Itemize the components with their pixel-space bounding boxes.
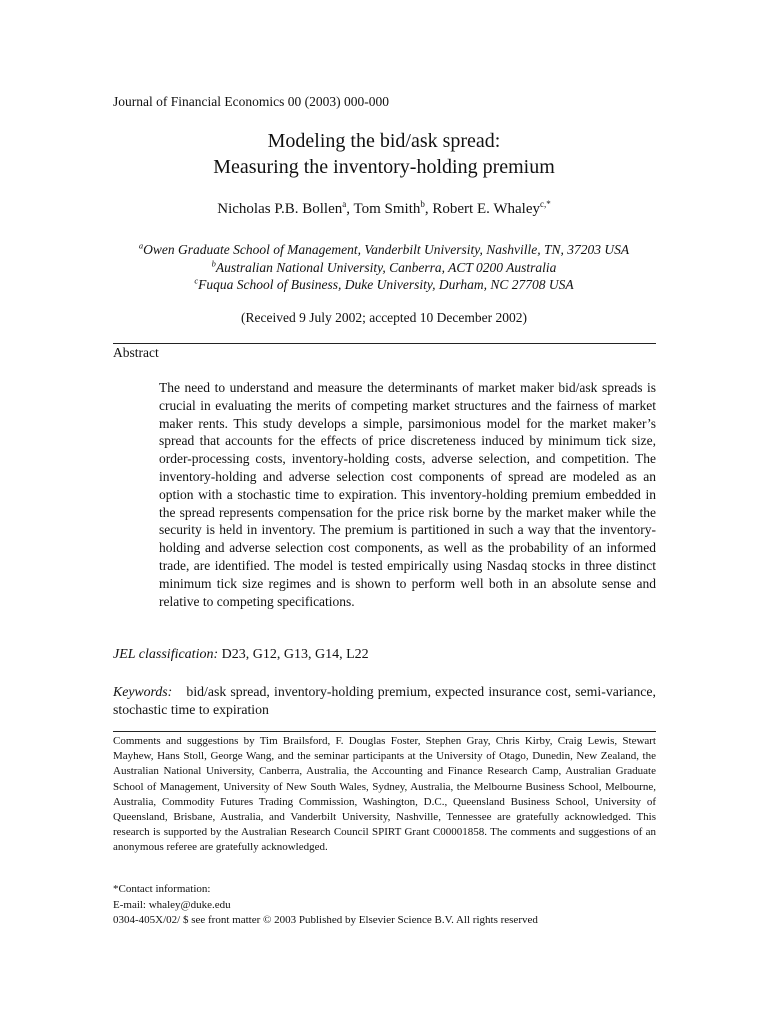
divider [113, 731, 656, 732]
abstract-body: The need to understand and measure the determinants of market maker bid/ask spreads is crucial in evaluating the merits of competing market structures and the fairness of market maker rents. This study develops a simple, parsimonious model for the market maker’s spread that accounts for the effects of price discreteness induced by minimum tick size, order-processing costs, inventory-holding costs, adverse selection, and competition. The inventory-holding and adverse selection cost components of spread are modeled as an option with a stochastic time to expiration. This inventory-holding premium embedded in the spread represents compensation for the price risk borne by the market maker while the security is held in inventory. The premium is partitioned in such a way that the inventory-holding and adverse selection cost components, as well as the probability of an informed trade, are identified. The model is tested empirically using Nasdaq stocks in three distinct minimum tick size regimes and is shown to perform well both in an absolute sense and relative to competing specifications. [159, 380, 656, 609]
affiliation [0, 260, 768, 276]
affiliation-mark: c [194, 275, 199, 286]
affiliation-mark: a [138, 240, 144, 251]
journal-line: Journal of Financial Economics 00 (2003) 000-000 [113, 94, 389, 109]
keywords-text: bid/ask spread, inventory-holding premium, expected insurance cost, semi-variance, stochastic time to expiration [113, 684, 656, 717]
affiliation-text: Owen Graduate School of Management, Vanderbilt University, Nashville, TN, 37203 USA [143, 242, 630, 257]
affiliation [0, 242, 768, 258]
contact-label: *Contact information: [113, 883, 211, 895]
jel-codes: D23, G12, G13, G14, L22 [221, 647, 369, 662]
jel-label: JEL classification: [113, 647, 219, 662]
jel-classification [113, 647, 369, 663]
author-name: Tom Smith [353, 201, 421, 217]
author-affiliation-mark: c,* [540, 199, 551, 209]
affiliation [0, 277, 768, 293]
paper-title-line-2: Measuring the inventory-holding premium [213, 156, 555, 178]
author-name: Nicholas P.B. Bollen [217, 201, 343, 217]
contact-footnote [113, 882, 538, 929]
affiliation-mark: b [211, 258, 216, 269]
abstract-heading: Abstract [113, 345, 159, 360]
paper-title-line-1: Modeling the bid/ask spread: [267, 130, 501, 152]
copyright-line: 0304-405X/02/ $ see front matter © 2003 Published by Elsevier Science B.V. All rights reserved [113, 914, 538, 927]
divider [113, 343, 656, 344]
acknowledgments-footnote: Comments and suggestions by Tim Brailsford, F. Douglas Foster, Stephen Gray, Chris Kirby, Craig Lewis, Stewart Mayhew, Hans Stoll, George Wang, and the seminar participants at the University of Otago, Dunedin, New Zealand, the Australian National University, Canberra, Australia, the Accounting and Finance Research Camp, Australian Graduate School of Management, University of New South Wales, Sydney, Australia, the Melbourne Business School, Melbourne, Australia, Commodity Futures Trading Commission, Washington, D.C., Queensland Business School, University of Queensland, Brisbane, Australia, and Vanderbilt University, Nashville, Tennessee are gratefully acknowledged. This research is supported by the Australian Research Council SPIRT Grant C00001858. The comments and suggestions of an anonymous referee are gratefully acknowledged. [113, 735, 656, 854]
contact-email: E-mail: whaley@duke.edu [113, 898, 231, 911]
author-list: Nicholas P.B. Bollen$^a$, Tom Smith$^b$, Robert E. Whaley$^{c,*}$ [217, 199, 551, 217]
affiliation-text: Australian National University, Canberra, ACT 0200 Australia [215, 260, 557, 275]
keywords-label: Keywords: [113, 684, 173, 699]
author-affiliation-mark: a [342, 199, 347, 209]
keywords [113, 683, 656, 719]
author-affiliation-mark: b [420, 199, 425, 209]
affiliation-text: Fuqua School of Business, Duke University, Durham, NC 27708 USA [198, 277, 574, 292]
author-name: Robert E. Whaley [432, 201, 540, 217]
received-dates: (Received 9 July 2002; accepted 10 December 2002) [240, 310, 528, 325]
